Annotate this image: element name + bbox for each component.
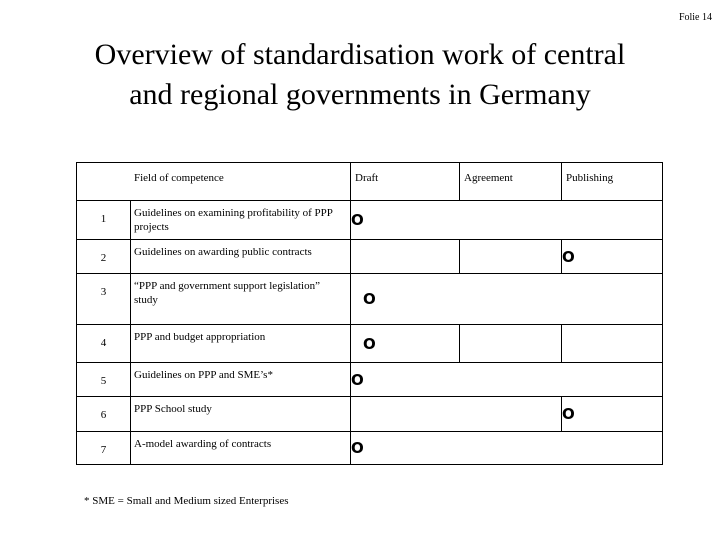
agreement-cell xyxy=(460,240,562,274)
slide-number: Folie 14 xyxy=(678,12,712,23)
table-row xyxy=(77,274,663,325)
draft-cell xyxy=(351,240,460,274)
header-draft: Draft xyxy=(351,163,460,201)
row-number: 3 xyxy=(77,274,131,325)
table-row xyxy=(77,432,663,465)
row-number: 6 xyxy=(77,397,131,432)
row-number: 7 xyxy=(77,432,131,465)
title-line-1: Overview of standardisation work of central xyxy=(94,38,626,71)
field-of-competence: A-model awarding of contracts xyxy=(131,432,351,465)
field-of-competence: Guidelines on awarding public contracts xyxy=(131,240,351,274)
status-mark-publishing: O xyxy=(351,432,663,465)
field-of-competence: PPP and budget appropriation xyxy=(131,325,351,363)
header-publishing: Publishing xyxy=(562,163,663,201)
table-row xyxy=(77,397,663,432)
field-of-competence: Guidelines on PPP and SME’s* xyxy=(131,363,351,397)
status-mark-publishing: O xyxy=(562,240,663,274)
row-number: 2 xyxy=(77,240,131,274)
title-line-2: and regional governments in Germany xyxy=(129,78,591,111)
field-of-competence: Guidelines on examining profitability of PPP projects xyxy=(131,201,351,240)
status-mark-publishing: O xyxy=(351,363,663,397)
row-number: 5 xyxy=(77,363,131,397)
header-agreement: Agreement xyxy=(460,163,562,201)
publishing-cell xyxy=(562,325,663,363)
draft-agreement-cell xyxy=(351,397,562,432)
row-number: 4 xyxy=(77,325,131,363)
standardisation-table xyxy=(76,162,663,465)
field-of-competence: “PPP and government support legislation” study xyxy=(131,274,351,325)
header-field-of-competence: Field of competence xyxy=(77,163,351,201)
footnote: * SME = Small and Medium sized Enterprises xyxy=(84,495,289,507)
table-header-row xyxy=(77,163,663,201)
status-mark-draft: O xyxy=(351,274,663,325)
table-row xyxy=(77,240,663,274)
status-mark-publishing: O xyxy=(562,397,663,432)
table-row xyxy=(77,325,663,363)
status-mark-publishing: O xyxy=(351,201,663,240)
page-title xyxy=(0,35,720,115)
status-mark-draft: O xyxy=(351,325,460,363)
table-row xyxy=(77,363,663,397)
agreement-cell xyxy=(460,325,562,363)
table-row xyxy=(77,201,663,240)
field-of-competence: PPP School study xyxy=(131,397,351,432)
row-number: 1 xyxy=(77,201,131,240)
